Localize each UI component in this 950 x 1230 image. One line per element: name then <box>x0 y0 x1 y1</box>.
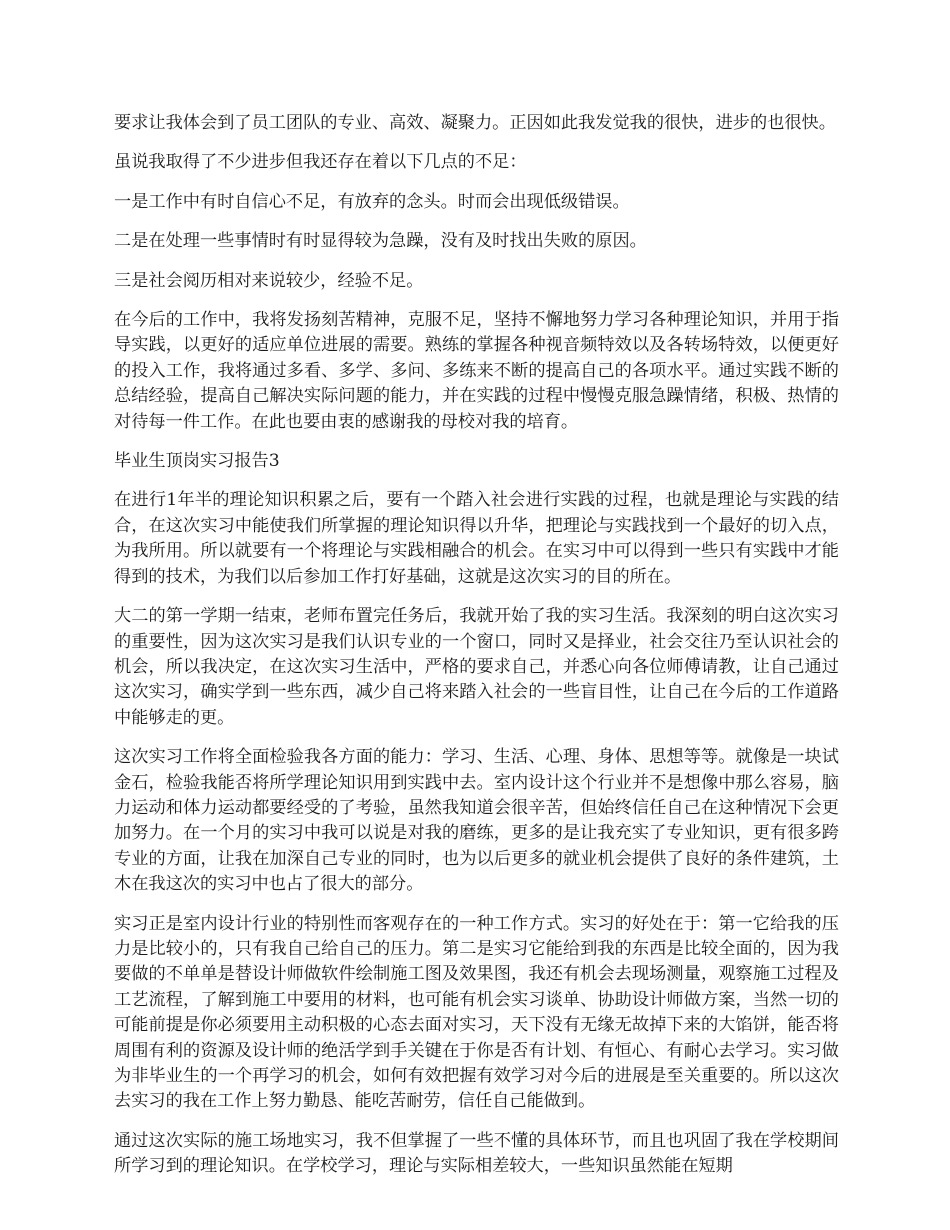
paragraph-shortcomings-intro: 虽说我取得了不少进步但我还存在着以下几点的不足： <box>114 152 527 173</box>
paragraph-site-practice: 通过这次实际的施工场地实习，我不但掌握了一些不懂的具体环节，而且也巩固了我在学校期间所学习到的理论知识。在学校学习，理论与实际相差较大，一些知识虽然能在短期 <box>114 1130 839 1177</box>
paragraph-shortcoming-3: 三是社会阅历相对来说较少，经验不足。 <box>114 270 424 291</box>
paragraph-internship-benefits: 实习正是室内设计行业的特别性而客观存在的一种工作方式。实习的好处在于：第一它给我的压力是比较小的，只有我自己给自己的压力。第二是实习它能给到我的东西是比较全面的，因为我要做的不单单是替设计师做软件绘制施工图及效果图，我还有机会去现场测量，观察施工过程及工艺流程，了解到施工中要用的材料，也可能有机会实习谈单、协助设计师做方案，当然一切的可能前提是你必须要用主动积极的心态去面对实习，天下没有无缘无故掉下来的大馅饼，能否将周围有利的资源及设计师的绝活学到手关键在于你是否有计划、有恒心、有耐心去学习。实习做为非毕业生的一个再学习的机会，如何有效把握有效学习对今后的进展是至关重要的。所以这次去实习的我在工作上努力勤恳、能吃苦耐劳，信任自己能做到。 <box>114 913 839 1112</box>
paragraph-shortcoming-1: 一是工作中有时自信心不足，有放弃的念头。时而会出现低级错误。 <box>114 191 630 212</box>
paragraph-abilities-test: 这次实习工作将全面检验我各方面的能力：学习、生活、心理、身体、思想等等。就像是一块试金石，检验我能否将所学理论知识用到实践中去。室内设计这个行业并不是想像中那么容易，脑力运动和体力运动都要经受的了考验，虽然我知道会很辛苦，但始终信任自己在这种情况下会更加努力。在一个月的实习中我可以说是对我的磨练，更多的是让我充实了专业知识，更有很多跨专业的方面，让我在加深自己专业的同时，也为以后更多的就业机会提供了良好的条件建筑，土木在我这次的实习中也占了很大的部分。 <box>114 747 839 895</box>
paragraph-internship-start: 大二的第一学期一结束，老师布置完任务后，我就开始了我的实习生活。我深刻的明白这次实习的重要性，因为这次实习是我们认识专业的一个窗口，同时又是择业，社会交往乃至认识社会的机会，所以我决定，在这次实习生活中，严格的要求自己，并悉心向各位师傅请教，让自己通过这次实习，确实学到一些东西，减少自己将来踏入社会的一些盲目性，让自己在今后的工作道路中能够走的更。 <box>114 606 839 728</box>
paragraph-team-experience: 要求让我体会到了员工团队的专业、高效、凝聚力。正因如此我发觉我的很快，进步的也很快。 <box>114 113 836 133</box>
paragraph-future-work: 在今后的工作中，我将发扬刻苦精神，克服不足，坚持不懈地努力学习各种理论知识，并用于指导实践，以更好的适应单位进展的需要。熟练的掌握各种视音频特效以及各转场特效，以便更好的投入工作，我将通过多看、多学、多问、多练来不断的提高自己的各项水平。通过实践不断的总结经验，提高自己解决实际问题的能力，并在实践的过程中慢慢克服急躁情绪，积极、热情的对待每一件工作。在此也要由衷的感谢我的母校对我的培育。 <box>114 310 839 432</box>
paragraph-internship-purpose: 在进行1年半的理论知识积累之后，要有一个踏入社会进行实践的过程，也就是理论与实践的结合，在这次实习中能使我们所掌握的理论知识得以升华，把理论与实践找到一个最好的切入点，为我所用。所以就要有一个将理论与实践相融合的机会。在实习中可以得到一些只有实践中才能得到的技术，为我们以后参加工作打好基础，这就是这次实习的目的所在。 <box>114 490 839 587</box>
paragraph-shortcoming-2: 二是在处理一些事情时有时显得较为急躁，没有及时找出失败的原因。 <box>114 231 647 252</box>
section-heading: 毕业生顶岗实习报告3 <box>114 451 280 472</box>
